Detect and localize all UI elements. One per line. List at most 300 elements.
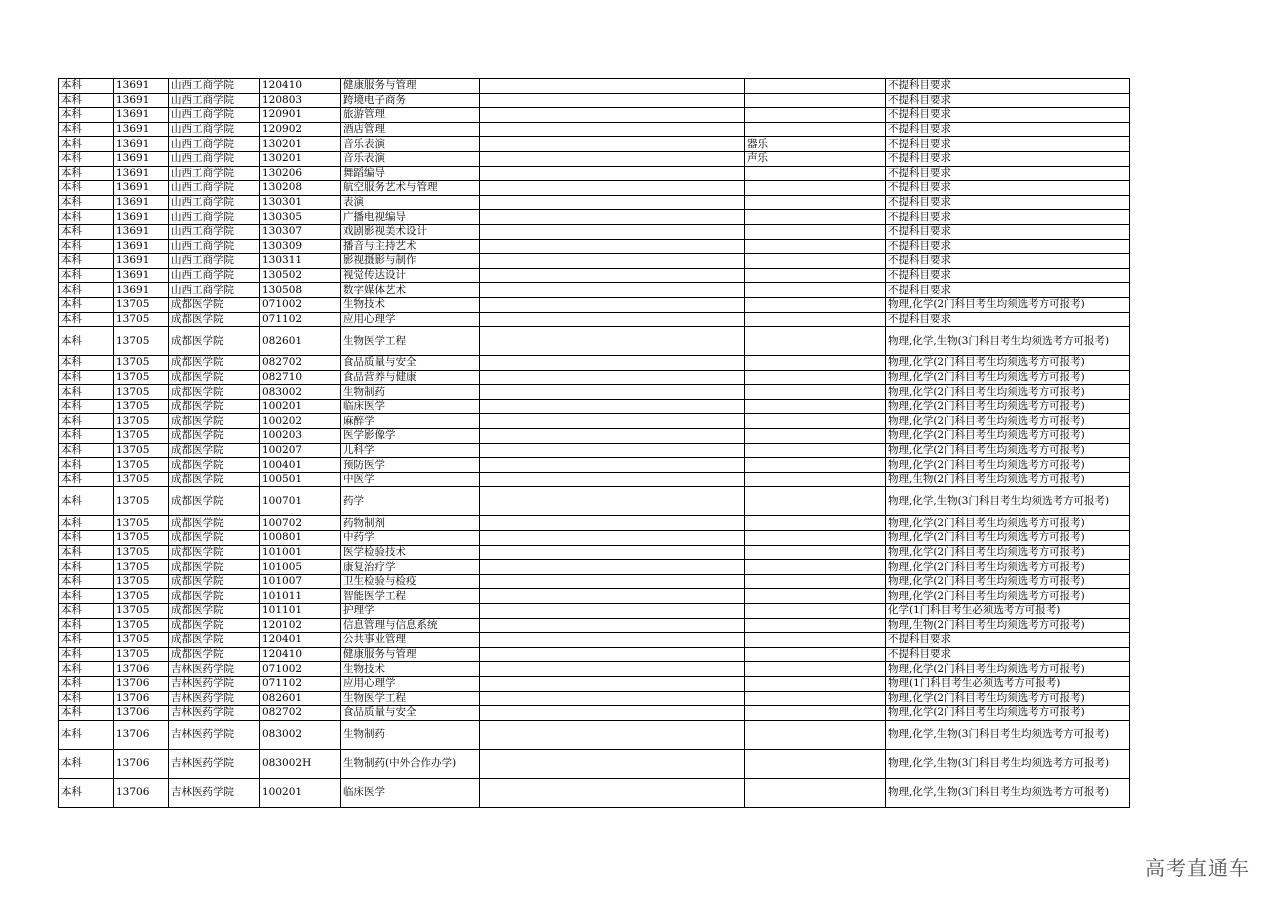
note-cell: [480, 283, 745, 298]
major-name-cell: 视觉传达设计: [341, 268, 480, 283]
school-code-cell: 13691: [114, 283, 169, 298]
level-cell: 本科: [59, 93, 114, 108]
school-name-cell: 吉林医药学院: [169, 778, 260, 807]
school-name-cell: 山西工商学院: [169, 93, 260, 108]
school-code-cell: 13691: [114, 137, 169, 152]
major-code-cell: 130201: [260, 137, 341, 152]
school-code-cell: 13705: [114, 647, 169, 662]
major-code-cell: 083002: [260, 720, 341, 749]
requirement-cell: 不提科目要求: [886, 254, 1130, 269]
school-code-cell: 13705: [114, 633, 169, 648]
major-code-cell: 082710: [260, 370, 341, 385]
level-cell: 本科: [59, 137, 114, 152]
school-name-cell: 成都医学院: [169, 589, 260, 604]
school-name-cell: 山西工商学院: [169, 283, 260, 298]
school-code-cell: 13691: [114, 79, 169, 94]
level-cell: 本科: [59, 604, 114, 619]
table-row: [59, 283, 1130, 298]
table-row: [59, 574, 1130, 589]
table-row: [59, 195, 1130, 210]
major-name-cell: 临床医学: [341, 778, 480, 807]
level-cell: 本科: [59, 618, 114, 633]
level-cell: 本科: [59, 778, 114, 807]
direction-cell: [745, 487, 886, 516]
major-name-cell: 儿科学: [341, 443, 480, 458]
major-code-cell: 082601: [260, 691, 341, 706]
table-row: [59, 691, 1130, 706]
requirement-cell: 不提科目要求: [886, 151, 1130, 166]
level-cell: 本科: [59, 181, 114, 196]
major-name-cell: 食品营养与健康: [341, 370, 480, 385]
school-code-cell: 13705: [114, 531, 169, 546]
direction-cell: [745, 560, 886, 575]
level-cell: 本科: [59, 122, 114, 137]
note-cell: [480, 516, 745, 531]
level-cell: 本科: [59, 151, 114, 166]
requirement-cell: 化学(1门科目考生必须选考方可报考): [886, 604, 1130, 619]
direction-cell: [745, 458, 886, 473]
level-cell: 本科: [59, 370, 114, 385]
requirement-cell: 不提科目要求: [886, 195, 1130, 210]
school-name-cell: 成都医学院: [169, 574, 260, 589]
requirement-cell: 不提科目要求: [886, 137, 1130, 152]
table-row: [59, 268, 1130, 283]
note-cell: [480, 224, 745, 239]
requirement-cell: 不提科目要求: [886, 108, 1130, 123]
direction-cell: [745, 676, 886, 691]
level-cell: 本科: [59, 414, 114, 429]
requirement-cell: 物理,化学(2门科目考生均须选考方可报考): [886, 691, 1130, 706]
table-row: [59, 458, 1130, 473]
school-name-cell: 成都医学院: [169, 604, 260, 619]
major-code-cell: 120410: [260, 647, 341, 662]
table-row: [59, 312, 1130, 327]
direction-cell: [745, 706, 886, 721]
major-code-cell: 130309: [260, 239, 341, 254]
school-name-cell: 吉林医药学院: [169, 749, 260, 778]
school-code-cell: 13706: [114, 676, 169, 691]
school-name-cell: 山西工商学院: [169, 166, 260, 181]
school-code-cell: 13705: [114, 356, 169, 371]
direction-cell: [745, 297, 886, 312]
table-row: [59, 327, 1130, 356]
major-code-cell: 101001: [260, 545, 341, 560]
school-name-cell: 山西工商学院: [169, 195, 260, 210]
requirement-cell: 不提科目要求: [886, 647, 1130, 662]
level-cell: 本科: [59, 720, 114, 749]
level-cell: 本科: [59, 749, 114, 778]
level-cell: 本科: [59, 545, 114, 560]
level-cell: 本科: [59, 312, 114, 327]
level-cell: 本科: [59, 108, 114, 123]
table-row: [59, 443, 1130, 458]
school-code-cell: 13691: [114, 151, 169, 166]
note-cell: [480, 181, 745, 196]
level-cell: 本科: [59, 79, 114, 94]
major-name-cell: 医学检验技术: [341, 545, 480, 560]
requirement-cell: 不提科目要求: [886, 312, 1130, 327]
direction-cell: [745, 531, 886, 546]
major-name-cell: 广播电视编导: [341, 210, 480, 225]
direction-cell: [745, 618, 886, 633]
requirement-cell: 不提科目要求: [886, 224, 1130, 239]
requirement-cell: 物理,化学(2门科目考生均须选考方可报考): [886, 531, 1130, 546]
note-cell: [480, 137, 745, 152]
note-cell: [480, 195, 745, 210]
table-row: [59, 151, 1130, 166]
school-name-cell: 山西工商学院: [169, 79, 260, 94]
table-row: [59, 604, 1130, 619]
school-name-cell: 成都医学院: [169, 327, 260, 356]
note-cell: [480, 560, 745, 575]
level-cell: 本科: [59, 429, 114, 444]
major-code-cell: 130206: [260, 166, 341, 181]
direction-cell: [745, 79, 886, 94]
school-code-cell: 13705: [114, 399, 169, 414]
major-name-cell: 生物医学工程: [341, 327, 480, 356]
requirement-cell: 物理,化学,生物(3门科目考生均须选考方可报考): [886, 327, 1130, 356]
table-row: [59, 545, 1130, 560]
note-cell: [480, 589, 745, 604]
level-cell: 本科: [59, 399, 114, 414]
table-row: [59, 239, 1130, 254]
major-name-cell: 跨境电子商务: [341, 93, 480, 108]
table-row: [59, 399, 1130, 414]
school-code-cell: 13691: [114, 210, 169, 225]
requirement-cell: 不提科目要求: [886, 283, 1130, 298]
table-row: [59, 108, 1130, 123]
note-cell: [480, 210, 745, 225]
major-name-cell: 戏剧影视美术设计: [341, 224, 480, 239]
school-code-cell: 13691: [114, 239, 169, 254]
direction-cell: [745, 778, 886, 807]
requirement-cell: 物理,化学(2门科目考生均须选考方可报考): [886, 545, 1130, 560]
direction-cell: [745, 604, 886, 619]
note-cell: [480, 574, 745, 589]
direction-cell: [745, 327, 886, 356]
major-code-cell: 120401: [260, 633, 341, 648]
direction-cell: [745, 414, 886, 429]
table-row: [59, 589, 1130, 604]
school-code-cell: 13705: [114, 414, 169, 429]
school-name-cell: 山西工商学院: [169, 137, 260, 152]
table-row: [59, 662, 1130, 677]
school-name-cell: 山西工商学院: [169, 210, 260, 225]
level-cell: 本科: [59, 224, 114, 239]
major-code-cell: 101007: [260, 574, 341, 589]
table-row: [59, 414, 1130, 429]
school-name-cell: 吉林医药学院: [169, 706, 260, 721]
note-cell: [480, 604, 745, 619]
direction-cell: [745, 472, 886, 487]
level-cell: 本科: [59, 706, 114, 721]
major-name-cell: 数字媒体艺术: [341, 283, 480, 298]
direction-cell: [745, 545, 886, 560]
major-name-cell: 药物制剂: [341, 516, 480, 531]
direction-cell: [745, 166, 886, 181]
major-code-cell: 083002: [260, 385, 341, 400]
level-cell: 本科: [59, 633, 114, 648]
school-code-cell: 13691: [114, 93, 169, 108]
major-name-cell: 播音与主持艺术: [341, 239, 480, 254]
school-code-cell: 13691: [114, 268, 169, 283]
major-code-cell: 100202: [260, 414, 341, 429]
major-code-cell: 101011: [260, 589, 341, 604]
major-name-cell: 麻醉学: [341, 414, 480, 429]
requirement-cell: 物理,化学(2门科目考生均须选考方可报考): [886, 385, 1130, 400]
school-code-cell: 13705: [114, 443, 169, 458]
requirement-cell: 不提科目要求: [886, 268, 1130, 283]
level-cell: 本科: [59, 283, 114, 298]
level-cell: 本科: [59, 297, 114, 312]
school-code-cell: 13691: [114, 108, 169, 123]
school-code-cell: 13705: [114, 370, 169, 385]
note-cell: [480, 662, 745, 677]
school-name-cell: 成都医学院: [169, 531, 260, 546]
note-cell: [480, 706, 745, 721]
direction-cell: [745, 195, 886, 210]
level-cell: 本科: [59, 166, 114, 181]
school-name-cell: 成都医学院: [169, 370, 260, 385]
table-row: [59, 181, 1130, 196]
major-code-cell: 101101: [260, 604, 341, 619]
note-cell: [480, 79, 745, 94]
major-code-cell: 100702: [260, 516, 341, 531]
requirement-cell: 不提科目要求: [886, 181, 1130, 196]
major-name-cell: 生物技术: [341, 662, 480, 677]
major-name-cell: 公共事业管理: [341, 633, 480, 648]
direction-cell: 声乐: [745, 151, 886, 166]
requirement-cell: 物理,化学(2门科目考生均须选考方可报考): [886, 516, 1130, 531]
major-code-cell: 100203: [260, 429, 341, 444]
note-cell: [480, 472, 745, 487]
note-cell: [480, 443, 745, 458]
school-code-cell: 13706: [114, 749, 169, 778]
major-name-cell: 预防医学: [341, 458, 480, 473]
level-cell: 本科: [59, 458, 114, 473]
table-row: [59, 79, 1130, 94]
major-name-cell: 信息管理与信息系统: [341, 618, 480, 633]
requirement-cell: 不提科目要求: [886, 633, 1130, 648]
major-code-cell: 130508: [260, 283, 341, 298]
school-name-cell: 成都医学院: [169, 385, 260, 400]
requirement-cell: 物理,化学,生物(3门科目考生均须选考方可报考): [886, 749, 1130, 778]
major-code-cell: 071102: [260, 312, 341, 327]
level-cell: 本科: [59, 676, 114, 691]
note-cell: [480, 778, 745, 807]
school-name-cell: 山西工商学院: [169, 268, 260, 283]
school-code-cell: 13691: [114, 166, 169, 181]
direction-cell: [745, 181, 886, 196]
requirement-cell: 物理,化学(2门科目考生均须选考方可报考): [886, 560, 1130, 575]
school-name-cell: 成都医学院: [169, 545, 260, 560]
major-code-cell: 083002H: [260, 749, 341, 778]
school-name-cell: 山西工商学院: [169, 239, 260, 254]
school-code-cell: 13691: [114, 122, 169, 137]
table-row: [59, 297, 1130, 312]
major-code-cell: 130502: [260, 268, 341, 283]
direction-cell: [745, 224, 886, 239]
direction-cell: [745, 385, 886, 400]
major-code-cell: 100201: [260, 399, 341, 414]
major-name-cell: 药学: [341, 487, 480, 516]
table-row: [59, 633, 1130, 648]
school-name-cell: 成都医学院: [169, 414, 260, 429]
level-cell: 本科: [59, 472, 114, 487]
table-row: [59, 531, 1130, 546]
school-name-cell: 成都医学院: [169, 458, 260, 473]
level-cell: 本科: [59, 195, 114, 210]
direction-cell: [745, 662, 886, 677]
table-row: [59, 778, 1130, 807]
note-cell: [480, 356, 745, 371]
major-name-cell: 音乐表演: [341, 137, 480, 152]
school-name-cell: 成都医学院: [169, 429, 260, 444]
direction-cell: [745, 399, 886, 414]
school-name-cell: 成都医学院: [169, 618, 260, 633]
note-cell: [480, 108, 745, 123]
note-cell: [480, 618, 745, 633]
school-name-cell: 成都医学院: [169, 516, 260, 531]
school-code-cell: 13706: [114, 778, 169, 807]
direction-cell: [745, 268, 886, 283]
school-code-cell: 13705: [114, 472, 169, 487]
direction-cell: [745, 647, 886, 662]
requirement-cell: 物理,化学(2门科目考生均须选考方可报考): [886, 429, 1130, 444]
table-row: [59, 137, 1130, 152]
school-name-cell: 成都医学院: [169, 560, 260, 575]
school-code-cell: 13691: [114, 195, 169, 210]
major-name-cell: 表演: [341, 195, 480, 210]
major-name-cell: 中医学: [341, 472, 480, 487]
note-cell: [480, 239, 745, 254]
major-code-cell: 082601: [260, 327, 341, 356]
note-cell: [480, 297, 745, 312]
table-row: [59, 676, 1130, 691]
direction-cell: [745, 589, 886, 604]
major-name-cell: 旅游管理: [341, 108, 480, 123]
level-cell: 本科: [59, 531, 114, 546]
table-row: [59, 224, 1130, 239]
level-cell: 本科: [59, 239, 114, 254]
direction-cell: [745, 633, 886, 648]
major-name-cell: 生物制药: [341, 720, 480, 749]
direction-cell: [745, 283, 886, 298]
major-name-cell: 健康服务与管理: [341, 79, 480, 94]
direction-cell: [745, 443, 886, 458]
level-cell: 本科: [59, 574, 114, 589]
direction-cell: [745, 691, 886, 706]
direction-cell: [745, 122, 886, 137]
school-code-cell: 13705: [114, 545, 169, 560]
school-code-cell: 13706: [114, 720, 169, 749]
direction-cell: [745, 429, 886, 444]
major-name-cell: 酒店管理: [341, 122, 480, 137]
major-name-cell: 食品质量与安全: [341, 706, 480, 721]
major-code-cell: 100201: [260, 778, 341, 807]
direction-cell: [745, 108, 886, 123]
table-row: [59, 706, 1130, 721]
school-code-cell: 13705: [114, 560, 169, 575]
requirement-cell: 物理,化学,生物(3门科目考生均须选考方可报考): [886, 487, 1130, 516]
note-cell: [480, 151, 745, 166]
major-name-cell: 生物医学工程: [341, 691, 480, 706]
major-code-cell: 100401: [260, 458, 341, 473]
school-name-cell: 成都医学院: [169, 472, 260, 487]
note-cell: [480, 399, 745, 414]
direction-cell: [745, 516, 886, 531]
requirement-cell: 不提科目要求: [886, 79, 1130, 94]
school-name-cell: 成都医学院: [169, 399, 260, 414]
school-code-cell: 13706: [114, 706, 169, 721]
major-code-cell: 071102: [260, 676, 341, 691]
requirement-cell: 不提科目要求: [886, 239, 1130, 254]
school-name-cell: 山西工商学院: [169, 151, 260, 166]
requirement-cell: 物理,生物(2门科目考生均须选考方可报考): [886, 472, 1130, 487]
school-code-cell: 13705: [114, 327, 169, 356]
major-name-cell: 应用心理学: [341, 676, 480, 691]
requirement-cell: 物理,化学(2门科目考生均须选考方可报考): [886, 662, 1130, 677]
school-name-cell: 成都医学院: [169, 297, 260, 312]
requirement-cell: 物理,化学(2门科目考生均须选考方可报考): [886, 574, 1130, 589]
major-name-cell: 音乐表演: [341, 151, 480, 166]
school-name-cell: 吉林医药学院: [169, 662, 260, 677]
note-cell: [480, 487, 745, 516]
table-row: [59, 370, 1130, 385]
level-cell: 本科: [59, 385, 114, 400]
requirement-cell: 物理,化学(2门科目考生均须选考方可报考): [886, 414, 1130, 429]
direction-cell: [745, 749, 886, 778]
major-code-cell: 100801: [260, 531, 341, 546]
level-cell: 本科: [59, 647, 114, 662]
school-code-cell: 13705: [114, 487, 169, 516]
major-name-cell: 生物制药: [341, 385, 480, 400]
direction-cell: [745, 93, 886, 108]
school-name-cell: 吉林医药学院: [169, 676, 260, 691]
table-row: [59, 560, 1130, 575]
school-code-cell: 13691: [114, 224, 169, 239]
major-name-cell: 影视摄影与制作: [341, 254, 480, 269]
note-cell: [480, 545, 745, 560]
school-code-cell: 13705: [114, 429, 169, 444]
school-code-cell: 13705: [114, 458, 169, 473]
major-code-cell: 100207: [260, 443, 341, 458]
requirement-cell: 物理,化学,生物(3门科目考生均须选考方可报考): [886, 720, 1130, 749]
table-row: [59, 749, 1130, 778]
direction-cell: [745, 370, 886, 385]
school-code-cell: 13705: [114, 312, 169, 327]
note-cell: [480, 327, 745, 356]
major-code-cell: 100701: [260, 487, 341, 516]
school-name-cell: 成都医学院: [169, 443, 260, 458]
level-cell: 本科: [59, 691, 114, 706]
level-cell: 本科: [59, 268, 114, 283]
note-cell: [480, 633, 745, 648]
school-code-cell: 13691: [114, 254, 169, 269]
table-row: [59, 254, 1130, 269]
requirement-cell: 物理,化学(2门科目考生均须选考方可报考): [886, 297, 1130, 312]
school-code-cell: 13705: [114, 589, 169, 604]
table-row: [59, 356, 1130, 371]
requirement-cell: 物理,化学(2门科目考生均须选考方可报考): [886, 443, 1130, 458]
direction-cell: [745, 312, 886, 327]
major-code-cell: 082702: [260, 706, 341, 721]
level-cell: 本科: [59, 662, 114, 677]
table-row: [59, 93, 1130, 108]
note-cell: [480, 458, 745, 473]
major-code-cell: 130311: [260, 254, 341, 269]
school-name-cell: 山西工商学院: [169, 254, 260, 269]
